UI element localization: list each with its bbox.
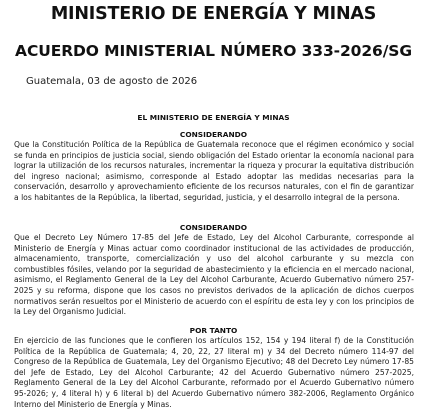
por-tanto-paragraph: En ejercicio de las funciones que le confieren los artículos 152, 154 y 194 literal f) de la Constitución Política de la República de Guatemala; 4, 20, 22, 27 literal m) y 34 del Decreto número 114-97 del Congreso de la República de Guatemala, Ley del Organismo Ejecutivo; 48 del Decreto Ley número 17-85 del Jefe de Estado, Ley del Alcohol Carburante; 42 del Acuerdo Gubernativo número 257-2025, Reglamento General de la Ley del Alcohol Carburante, reformado por el Acuerdo Gubernativo número 95-2026; y, 4 literal h) y 6 literal b) del Acuerdo Gubernativo número 382-2006, Reglamento Orgánico Interno del Ministerio de Energía y Minas.: [14, 336, 414, 409]
considerando-paragraph-2: Que el Decreto Ley Número 17-85 del Jefe de Estado, Ley del Alcohol Carburante, corresponde al Ministerio de Energía y Minas actuar como coordinador institucional de las actividades de producción, almacenamiento, transporte, comercialización y uso del alcohol carburante y su mezcla con combustibles fósiles, velando por la seguridad de abastecimiento y la eficiencia en el mercado nacional, asimismo, el Reglamento General de la Ley del Alcohol Carburante, Acuerdo Gubernativo número 257-2025 y su reforma, dispone que los casos no previstos derivados de la aplicación de dichos cuerpos normativos serán resueltos por el Ministerio de acuerdo con el espíritu de esta ley y con los principios de la Ley del Organismo Judicial.: [14, 233, 414, 317]
considerando-heading-1: CONSIDERANDO: [179, 130, 248, 139]
agreement-title: ACUERDO MINISTERIAL NÚMERO 333-2026/SG: [15, 42, 412, 60]
considerando-heading-2: CONSIDERANDO: [179, 223, 248, 232]
por-tanto-heading: POR TANTO: [189, 326, 238, 335]
issuer-heading: EL MINISTERIO DE ENERGÍA Y MINAS: [137, 113, 290, 122]
considerando-paragraph-1: Que la Constitución Política de la República de Guatemala reconoce que el régimen económico y social se funda en principios de justicia social, siendo obligación del Estado orientar la economía nacional para lograr la utilización de los recursos naturales, incrementar la riqueza y procurar la equitativa distribución del ingreso nacional; asimismo, corresponde al Estado adoptar las medidas necesarias para la conservación, desarrollo y aprovechamiento eficiente de los recursos naturales, con el fin de garantizar a los habitantes de la República, la libertad, seguridad, justicia, y el desarrollo integral de la persona.: [14, 140, 414, 202]
ministry-title: MINISTERIO DE ENERGÍA Y MINAS: [50, 4, 377, 24]
date-line: Guatemala, 03 de agosto de 2026: [26, 76, 198, 87]
